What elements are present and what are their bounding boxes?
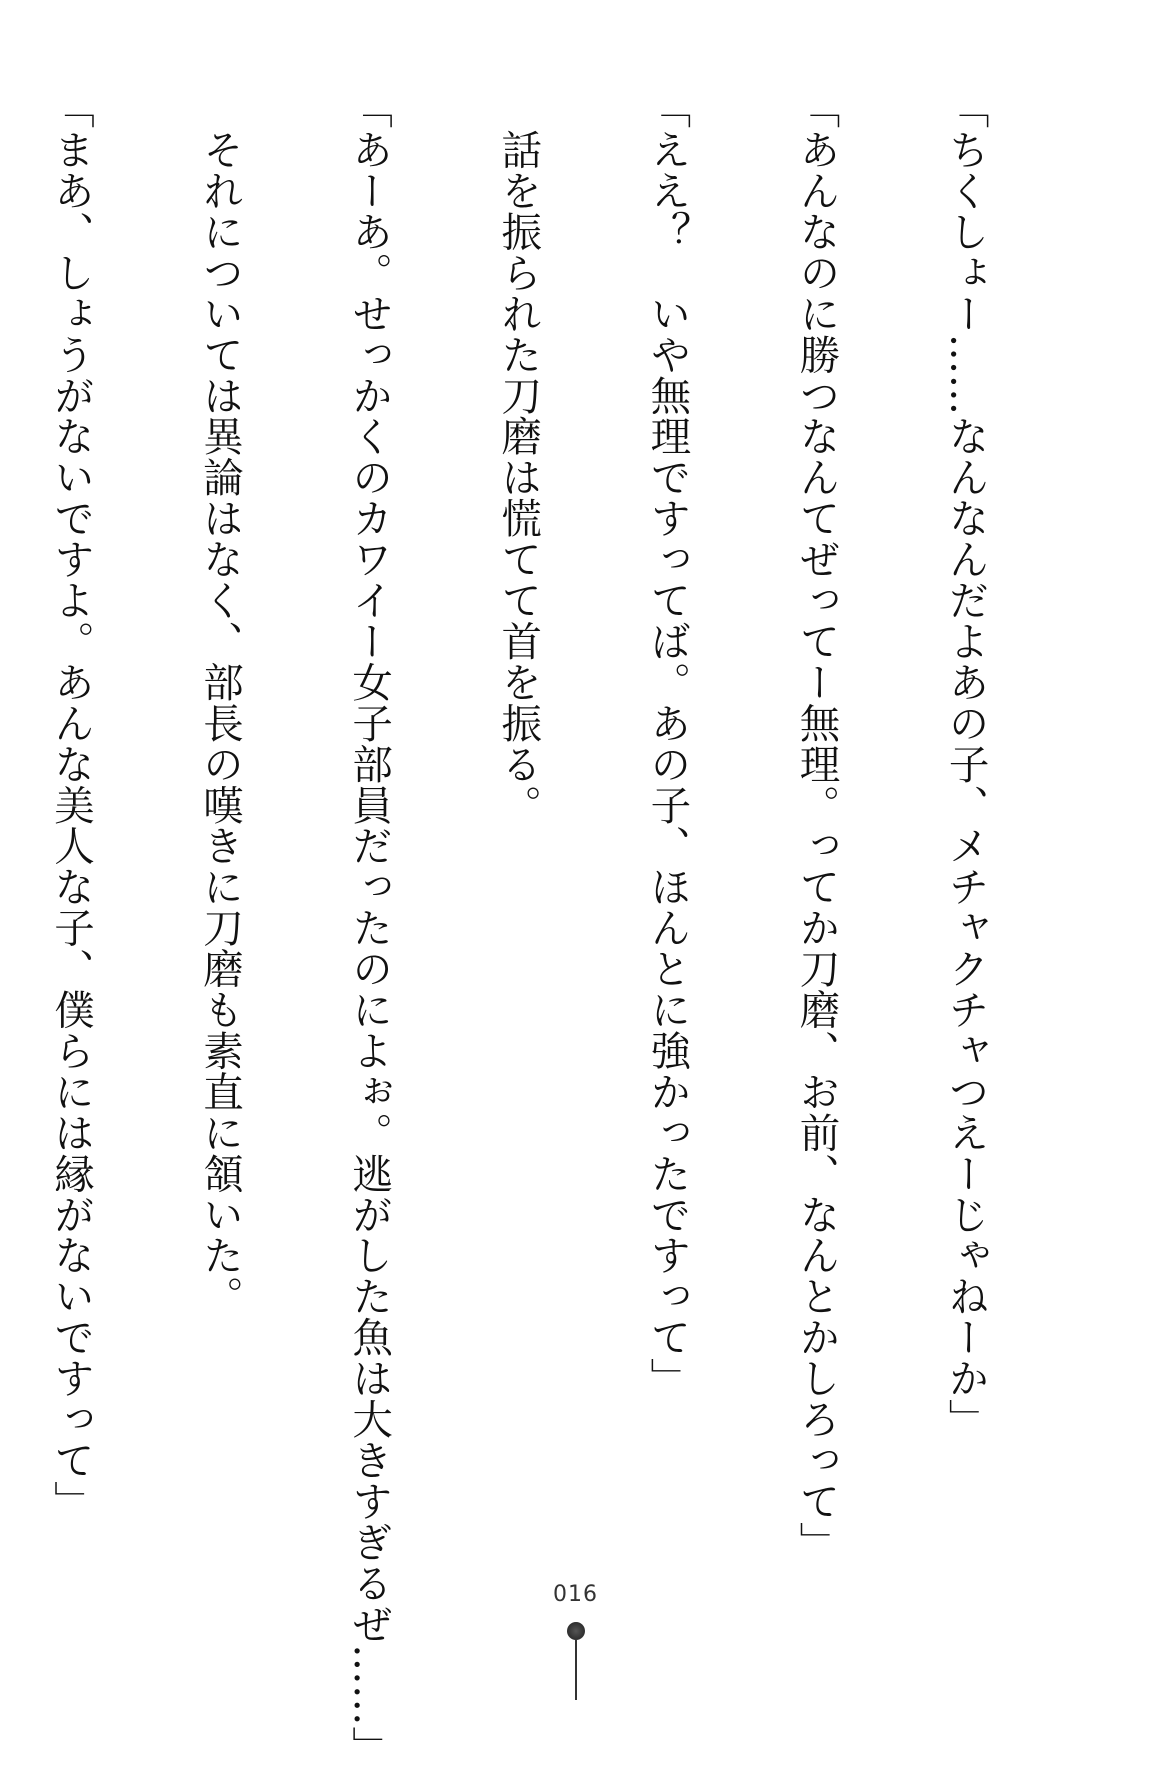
text-line: 「まあ、しょうがないですよ。あんな美人な子、僕らには縁がないですって」: [46, 88, 95, 1522]
text-line: 「あーあ。せっかくのカワイー女子部員だったのによぉ。逃がした魚は大きすぎるぜ……」: [345, 88, 394, 1767]
page-number: 016: [553, 1582, 598, 1607]
text-line: 「ええ？ いや無理ですってば。あの子、ほんとに強かったですって」: [643, 88, 692, 1399]
text-line: 「あんなのに勝つなんてぜってー無理。ってか刀磨、お前、なんとかしろって」: [792, 88, 841, 1563]
text-line: それについては異論はなく、部長の嘆きに刀磨も素直に頷いた。: [196, 88, 245, 1317]
ornament-line-icon: [575, 1640, 577, 1700]
bead-ornament-icon: [567, 1622, 585, 1640]
text-line: 「ちくしょー……なんなんだよあの子、メチャクチャつえーじゃねーか」: [941, 88, 990, 1440]
text-line: 話を振られた刀磨は慌てて首を振る。: [494, 88, 543, 826]
